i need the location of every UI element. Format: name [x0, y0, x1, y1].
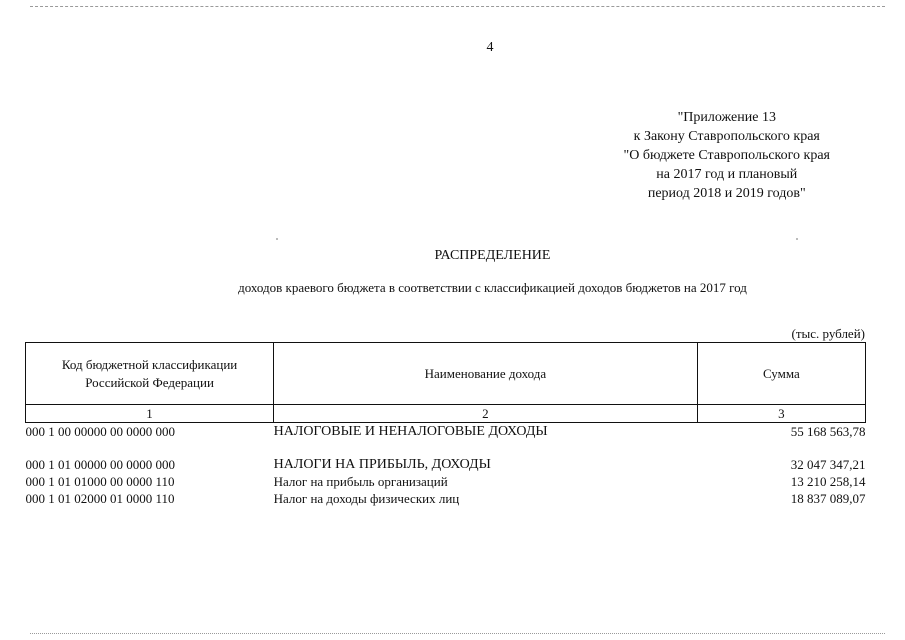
- page-number: 4: [486, 40, 494, 55]
- units-label: (тыс. рублей): [791, 326, 865, 341]
- column-number-row: [26, 405, 866, 423]
- row-name: Налог на доходы физических лиц: [273, 491, 460, 506]
- appendix-block: [624, 108, 830, 203]
- table-row: [26, 423, 866, 441]
- table-header-row: [26, 343, 866, 405]
- scan-speck: [276, 238, 278, 240]
- appendix-line: на 2017 год и плановый: [656, 167, 798, 182]
- scan-edge-top: [30, 6, 885, 7]
- row-name: Налог на прибыль организаций: [273, 474, 448, 489]
- row-sum: 32 047 347,21: [790, 457, 866, 472]
- appendix-line: период 2018 и 2019 годов": [647, 186, 806, 201]
- table-row: [26, 473, 866, 490]
- revenue-table: [25, 342, 866, 507]
- column-number: 3: [697, 405, 865, 423]
- row-sum: 18 837 089,07: [790, 491, 866, 506]
- row-code: 000 1 01 02000 01 0000 110: [25, 491, 175, 506]
- row-name: НАЛОГИ НА ПРИБЫЛЬ, ДОХОДЫ: [273, 457, 491, 472]
- row-code: 000 1 01 00000 00 0000 000: [25, 457, 175, 472]
- scan-speck: [796, 238, 798, 240]
- table-row: [26, 456, 866, 473]
- row-code: 000 1 00 00000 00 0000 000: [25, 424, 175, 439]
- table-row: [26, 490, 866, 507]
- column-number: 1: [26, 405, 274, 423]
- header-code: [26, 343, 274, 405]
- row-code: 000 1 01 01000 00 0000 110: [25, 474, 175, 489]
- header-code-line: Российской Федерации: [85, 374, 214, 390]
- header-sum: Сумма: [697, 343, 865, 405]
- row-sum: 55 168 563,78: [790, 424, 866, 439]
- scan-edge-bottom: [30, 633, 885, 634]
- row-name: НАЛОГОВЫЕ И НЕНАЛОГОВЫЕ ДОХОДЫ: [273, 424, 548, 439]
- table-spacer-row: [26, 440, 866, 456]
- document-subtitle: доходов краевого бюджета в соответствии с классификацией доходов бюджетов на 2017 год: [238, 280, 747, 295]
- header-name: Наименование дохода: [274, 343, 698, 405]
- appendix-line: к Закону Ставропольского края: [633, 129, 820, 144]
- document-title: РАСПРЕДЕЛЕНИЕ: [434, 248, 551, 263]
- appendix-line: "Приложение 13: [677, 110, 776, 125]
- column-number: 2: [274, 405, 698, 423]
- appendix-line: "О бюджете Ставропольского края: [623, 148, 830, 163]
- row-sum: 13 210 258,14: [790, 474, 866, 489]
- header-code-line: Код бюджетной классификации: [61, 356, 238, 372]
